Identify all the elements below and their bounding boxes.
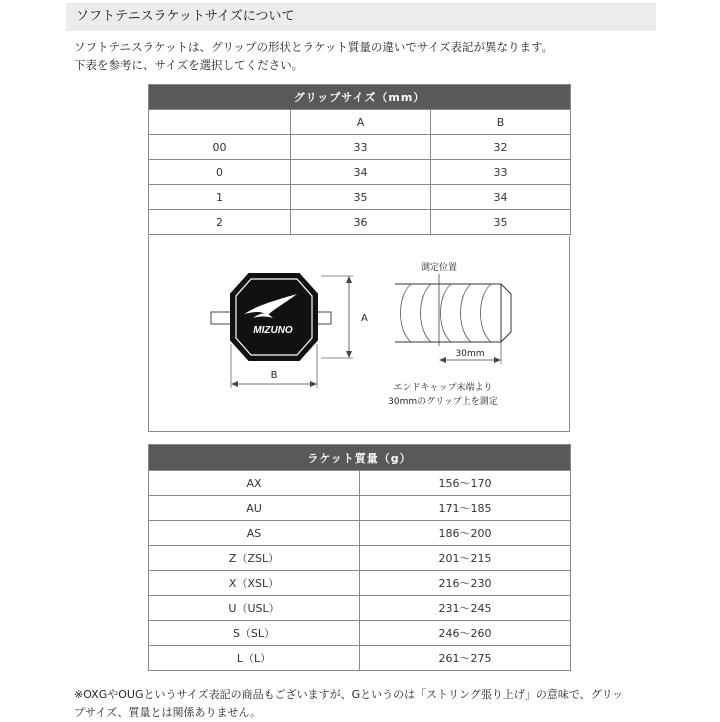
weight-table-title: ラケット質量（g） xyxy=(149,445,571,471)
table-row xyxy=(149,185,571,210)
logo-text: MIZUNO xyxy=(253,325,293,336)
grip-header-size xyxy=(149,110,291,135)
grip-a-cell: 36 xyxy=(291,210,431,235)
measure-position-label: 測定位置 xyxy=(420,263,458,273)
table-row xyxy=(149,210,571,235)
grip-size-cell: 2 xyxy=(149,210,291,235)
intro-line-2: 下表を参考に、サイズを選択してください。 xyxy=(74,58,304,72)
weight-range-cell: 186～200 xyxy=(360,521,571,546)
table-row xyxy=(149,546,571,571)
table-row xyxy=(149,135,571,160)
table-row xyxy=(149,646,571,671)
grip-a-cell: 33 xyxy=(291,135,431,160)
intro-text xyxy=(74,38,674,74)
dimension-a-label: A xyxy=(361,313,368,324)
table-row xyxy=(149,160,571,185)
grip-size-cell: 0 xyxy=(149,160,291,185)
weight-range-cell: 246～260 xyxy=(360,621,571,646)
footnote-line-2: プサイズ、質量とは関係ありません。 xyxy=(74,706,262,719)
grip-table-header-row xyxy=(149,110,571,135)
grip-table-title: グリップサイズ（mm） xyxy=(149,85,571,110)
grip-header-a: A xyxy=(291,110,431,135)
weight-range-cell: 231～245 xyxy=(360,596,571,621)
grip-b-cell: 34 xyxy=(431,185,571,210)
table-row xyxy=(149,471,571,496)
table-row xyxy=(149,596,571,621)
grip-b-cell: 33 xyxy=(431,160,571,185)
weight-range-cell: 171～185 xyxy=(360,496,571,521)
grip-a-cell: 34 xyxy=(291,160,431,185)
length-label: 30mm xyxy=(455,349,485,359)
grip-size-cell: 1 xyxy=(149,185,291,210)
weight-size-cell: U（USL） xyxy=(149,596,360,621)
weight-size-cell: S（SL） xyxy=(149,621,360,646)
weight-range-cell: 156～170 xyxy=(360,471,571,496)
grip-side-view xyxy=(388,261,511,407)
grip-measurement-diagram xyxy=(148,236,570,432)
measure-note-line-2: 30mmのグリップ上を測定 xyxy=(388,397,498,407)
grip-cross-section xyxy=(211,274,331,360)
intro-line-1: ソフトテニスラケットは、グリップの形状とラケット質量の違いでサイズ表記が異なります。 xyxy=(74,40,554,54)
grip-size-table xyxy=(148,84,571,235)
table-row xyxy=(149,496,571,521)
weight-size-cell: X（XSL） xyxy=(149,571,360,596)
table-row xyxy=(149,621,571,646)
weight-size-cell: L（L） xyxy=(149,646,360,671)
measure-note-line-1: エンドキャップ末端より xyxy=(393,383,493,393)
grip-size-cell: 00 xyxy=(149,135,291,160)
section-title: ソフトテニスラケットサイズについて xyxy=(66,3,656,31)
weight-size-cell: AS xyxy=(149,521,360,546)
footnote-line-1: ※OXGやOUGというサイズ表記の商品もございますが、Gというのは「ストリング張り上げ」の意味で、グリッ xyxy=(74,688,624,701)
racket-weight-table xyxy=(148,444,571,671)
weight-range-cell: 216～230 xyxy=(360,571,571,596)
footnote xyxy=(74,686,694,722)
grip-a-cell: 35 xyxy=(291,185,431,210)
weight-size-cell: AU xyxy=(149,496,360,521)
weight-size-cell: AX xyxy=(149,471,360,496)
grip-header-b: B xyxy=(431,110,571,135)
weight-range-cell: 261～275 xyxy=(360,646,571,671)
dimension-b-label: B xyxy=(270,370,278,381)
grip-b-cell: 32 xyxy=(431,135,571,160)
grip-b-cell: 35 xyxy=(431,210,571,235)
table-row xyxy=(149,521,571,546)
table-row xyxy=(149,571,571,596)
weight-size-cell: Z（ZSL） xyxy=(149,546,360,571)
weight-range-cell: 201～215 xyxy=(360,546,571,571)
